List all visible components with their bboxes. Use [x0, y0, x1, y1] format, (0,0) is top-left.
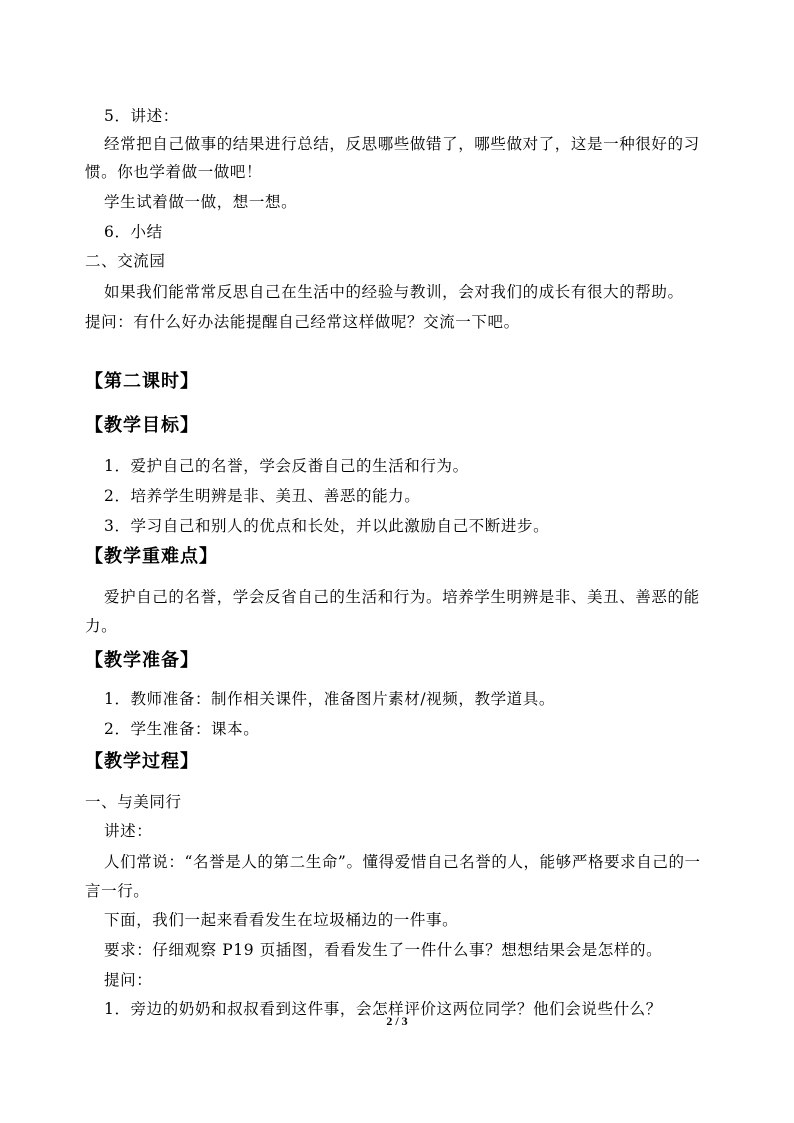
- key-points-heading: 【教学重难点】: [85, 546, 218, 567]
- paragraph-line: 下面，我们一起来看看发生在垃圾桶边的一件事。: [104, 911, 459, 929]
- step-5-heading: 5．讲述：: [104, 107, 179, 125]
- question-item: 1．旁边的奶奶和叔叔看到这件事，会怎样评价这两位同学？他们会说些什么？: [104, 1000, 662, 1018]
- preparation-item: 2．学生准备：课本。: [104, 720, 260, 738]
- process-heading: 【教学过程】: [85, 751, 199, 772]
- paragraph-line: 力。: [85, 617, 118, 635]
- paragraph-line: 经常把自己做事的结果进行总结，反思哪些做错了，哪些做对了，这是一种很好的习: [104, 135, 700, 153]
- section-heading: 二、交流园: [85, 252, 166, 270]
- paragraph-line: 惯。你也学着做一做吧！: [85, 163, 263, 181]
- paragraph-line: 如果我们能常常反思自己在生活中的经验与教训，会对我们的成长有很大的帮助。: [104, 283, 684, 301]
- paragraph-line: 学生试着做一做，想一想。: [104, 193, 298, 211]
- step-6-heading: 6．小结: [104, 223, 163, 241]
- paragraph-line: 人们常说：“名誉是人的第二生命”。懂得爱惜自己名誉的人，能够严格要求自己的一: [104, 853, 701, 871]
- lesson-heading: 【第二课时】: [85, 371, 199, 392]
- paragraph-line: 言一行。: [85, 882, 150, 900]
- objective-item: 2．培养学生明辨是非、美丑、善恶的能力。: [104, 487, 421, 505]
- preparation-heading: 【教学准备】: [85, 650, 199, 671]
- objectives-heading: 【教学目标】: [85, 415, 199, 436]
- preparation-item: 1．教师准备：制作相关课件，准备图片素材/视频，教学道具。: [104, 690, 555, 708]
- paragraph-line: 提问：: [104, 971, 153, 989]
- paragraph-line: 爱护自己的名誉，学会反省自己的生活和行为。培养学生明辨是非、美丑、善恶的能: [104, 588, 700, 606]
- paragraph-line: 讲述：: [104, 822, 153, 840]
- section-heading: 一、与美同行: [85, 793, 182, 811]
- paragraph-line: 要求：仔细观察 P19 页插图，看看发生了一件什么事？想想结果会是怎样的。: [104, 941, 663, 959]
- objective-item: 1．爱护自己的名誉，学会反畨自己的生活和行为。: [104, 457, 469, 475]
- objective-item: 3．学习自己和别人的优点和长处，并以此激励自己不断进步。: [104, 517, 550, 535]
- page-number: 2 / 3: [386, 1014, 408, 1028]
- paragraph-line: 提问：有什么好办法能提醒自己经常这样做呢？交流一下吧。: [85, 313, 520, 331]
